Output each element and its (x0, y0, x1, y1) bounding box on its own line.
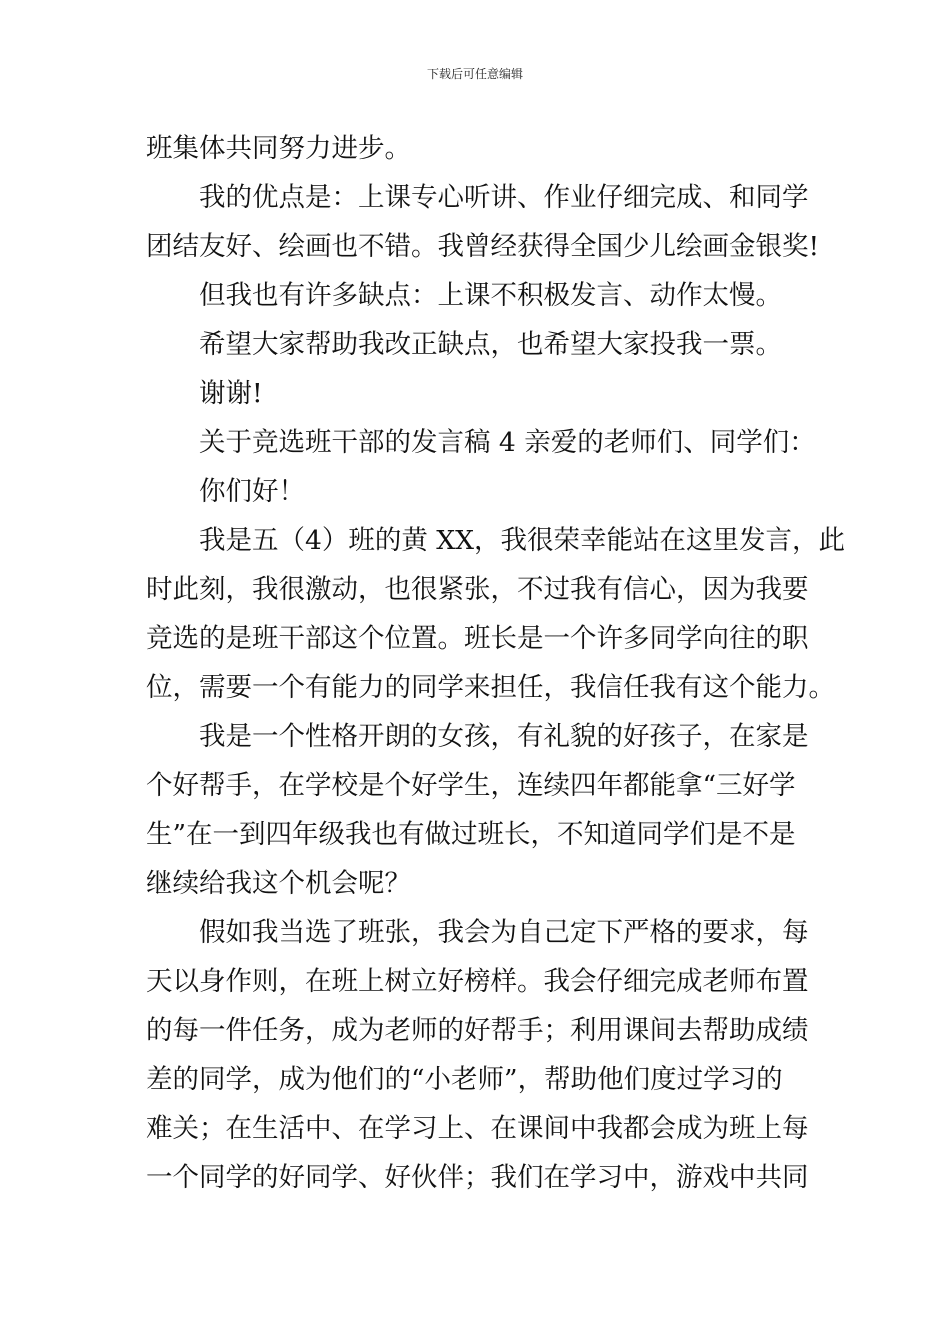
text-line: 的每一件任务，成为老师的好帮手；利用课间去帮助成绩 (146, 1015, 809, 1046)
text-line: 希望大家帮助我改正缺点，也希望大家投我一票。 (199, 329, 782, 360)
text-line: 我是五（4）班的黄 XX，我很荣幸能站在这里发言，此 (199, 525, 846, 556)
text-line: 团结友好、绘画也不错。我曾经获得全国少儿绘画金银奖! (146, 231, 820, 262)
text-line: 继续给我这个机会呢？ (146, 868, 411, 899)
text-line: 个好帮手，在学校是个好学生，连续四年都能拿“三好学 (146, 770, 796, 801)
text-line: 我的优点是：上课专心听讲、作业仔细完成、和同学 (199, 182, 809, 213)
text-line: 班集体共同努力进步。 (146, 133, 411, 164)
document-body (146, 124, 846, 1202)
text-line: 关于竞选班干部的发言稿 4 亲爱的老师们、同学们： (199, 427, 816, 458)
text-line: 天以身作则，在班上树立好榜样。我会仔细完成老师布置 (146, 966, 809, 997)
page-header: 下载后可任意编辑 (426, 67, 523, 81)
text-line: 生”在一到四年级我也有做过班长，不知道同学们是不是 (146, 819, 796, 850)
text-line: 一个同学的好同学、好伙伴；我们在学习中，游戏中共同 (146, 1162, 809, 1193)
text-line: 时此刻，我很激动，也很紧张，不过我有信心，因为我要 (146, 574, 809, 605)
text-line: 假如我当选了班张，我会为自己定下严格的要求，每 (199, 917, 809, 948)
text-line: 我是一个性格开朗的女孩，有礼貌的好孩子，在家是 (199, 721, 809, 752)
text-line: 难关；在生活中、在学习上、在课间中我都会成为班上每 (146, 1113, 809, 1144)
text-line: 但我也有许多缺点：上课不积极发言、动作太慢。 (199, 280, 782, 311)
text-line: 差的同学，成为他们的“小老师”，帮助他们度过学习的 (146, 1064, 783, 1095)
text-line: 竞选的是班干部这个位置。班长是一个许多同学向往的职 (146, 623, 809, 654)
text-line: 谢谢! (199, 378, 263, 409)
text-line: 你们好！ (199, 476, 305, 507)
text-line: 位，需要一个有能力的同学来担任，我信任我有这个能力。 (146, 672, 835, 703)
